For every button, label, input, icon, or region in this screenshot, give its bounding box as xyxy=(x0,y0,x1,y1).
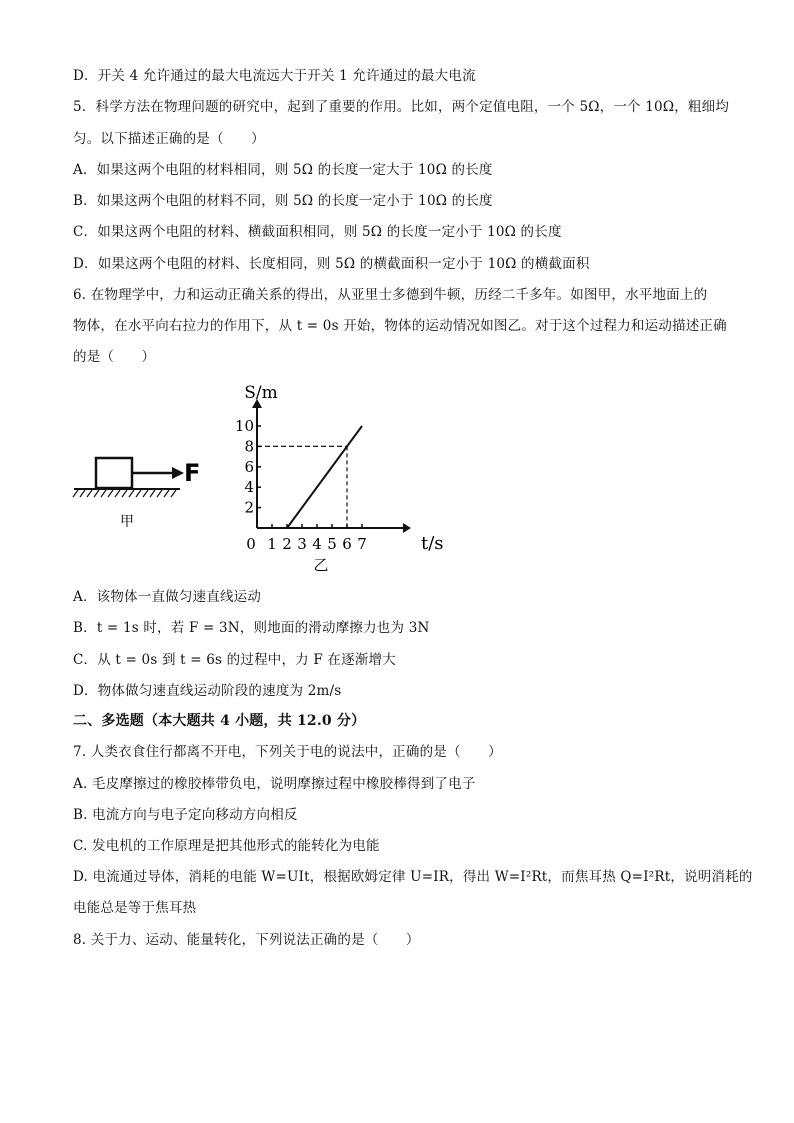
x-tick-label: 5 xyxy=(327,535,337,553)
q5-option-d: D．如果这两个电阻的材料、长度相同，则 5Ω 的横截面积一定小于 10Ω 的横截面积 xyxy=(73,256,590,272)
y-tick-label: 6 xyxy=(244,457,254,476)
q7-option-d-line-1: D. 电流通过导体，消耗的电能 W=UIt，根据欧姆定律 U=IR，得出 W=I²Rt，而焦耳热 Q=I²Rt，说明消耗的 xyxy=(73,869,753,885)
x-tick-label: 0 xyxy=(246,535,256,553)
q5-stem-line-1: 5．科学方法在物理问题的研究中，起到了重要的作用。比如，两个定值电阻，一个 5Ω，一个 10Ω，粗细均 xyxy=(73,99,730,115)
q7-option-c: C. 发电机的工作原理是把其他形式的能转化为电能 xyxy=(73,838,380,854)
block xyxy=(96,458,132,488)
x-axis-label: t/s xyxy=(421,533,444,554)
figure-jia xyxy=(68,450,201,530)
x-tick-label: 2 xyxy=(282,535,292,553)
q6-stem-line-3: 的是（ ） xyxy=(73,349,156,365)
y-tick-label: 8 xyxy=(244,437,254,456)
q6-option-c: C．从 t = 0s 到 t = 6s 的过程中，力 F 在逐渐增大 xyxy=(73,652,396,668)
q5-option-a: A．如果这两个电阻的材料相同，则 5Ω 的长度一定大于 10Ω 的长度 xyxy=(73,162,493,178)
q7-stem: 7. 人类衣食住行都离不开电，下列关于电的说法中，正确的是（ ） xyxy=(73,744,502,760)
q6-option-a: A．该物体一直做匀速直线运动 xyxy=(73,589,262,605)
figure-jia-caption: 甲 xyxy=(120,514,134,530)
x-tick-label: 4 xyxy=(312,535,322,553)
q7-option-d-line-2: 电能总是等于焦耳热 xyxy=(73,900,197,916)
series-line xyxy=(287,426,362,528)
y-tick-label: 10 xyxy=(234,417,254,435)
q6-option-b: B．t = 1s 时，若 F = 3N，则地面的滑动摩擦力也为 3N xyxy=(73,620,430,636)
force-arrow-head xyxy=(172,467,184,479)
y-axis-label: S/m xyxy=(244,383,278,403)
x-tick-label: 3 xyxy=(297,535,307,553)
x-tick-label: 1 xyxy=(267,535,277,553)
q6-stem-line-2: 物体，在水平向右拉力的作用下，从 t = 0s 开始，物体的运动情况如图乙。对于这个过程力和运动描述正确 xyxy=(73,318,727,334)
figure-yi-chart xyxy=(225,378,455,578)
q5-option-c: C．如果这两个电阻的材料、横截面积相同，则 5Ω 的长度一定小于 10Ω 的长度 xyxy=(73,224,562,240)
q8-stem: 8. 关于力、运动、能量转化，下列说法正确的是（ ） xyxy=(73,932,420,948)
force-label: F xyxy=(184,459,201,487)
x-tick-label: 6 xyxy=(342,535,352,553)
q7-option-a: A. 毛皮摩擦过的橡胶棒带负电，说明摩擦过程中橡胶棒得到了电子 xyxy=(73,776,476,792)
q5-option-b: B．如果这两个电阻的材料不同，则 5Ω 的长度一定小于 10Ω 的长度 xyxy=(73,193,493,209)
q6-stem-line-1: 6. 在物理学中，力和运动正确关系的得出，从亚里士多德到牛顿，历经二千多年。如图甲，水平地面上的 xyxy=(73,287,708,303)
x-axis-arrow xyxy=(403,523,411,533)
q7-option-b: B. 电流方向与电子定向移动方向相反 xyxy=(73,807,298,823)
y-tick-label: 2 xyxy=(244,498,254,517)
q4-option-d: D．开关 4 允许通过的最大电流远大于开关 1 允许通过的最大电流 xyxy=(73,68,476,84)
q6-option-d: D．物体做匀速直线运动阶段的速度为 2m/s xyxy=(73,683,342,699)
q5-stem-line-2: 匀。以下描述正确的是（ ） xyxy=(73,131,265,147)
figure-yi-caption: 乙 xyxy=(313,556,329,574)
x-tick-label: 7 xyxy=(357,535,367,553)
section-heading: 二、多选题（本大题共 4 小题，共 12.0 分） xyxy=(73,713,366,729)
ground-hatch xyxy=(73,490,176,497)
y-tick-label: 4 xyxy=(244,478,254,497)
